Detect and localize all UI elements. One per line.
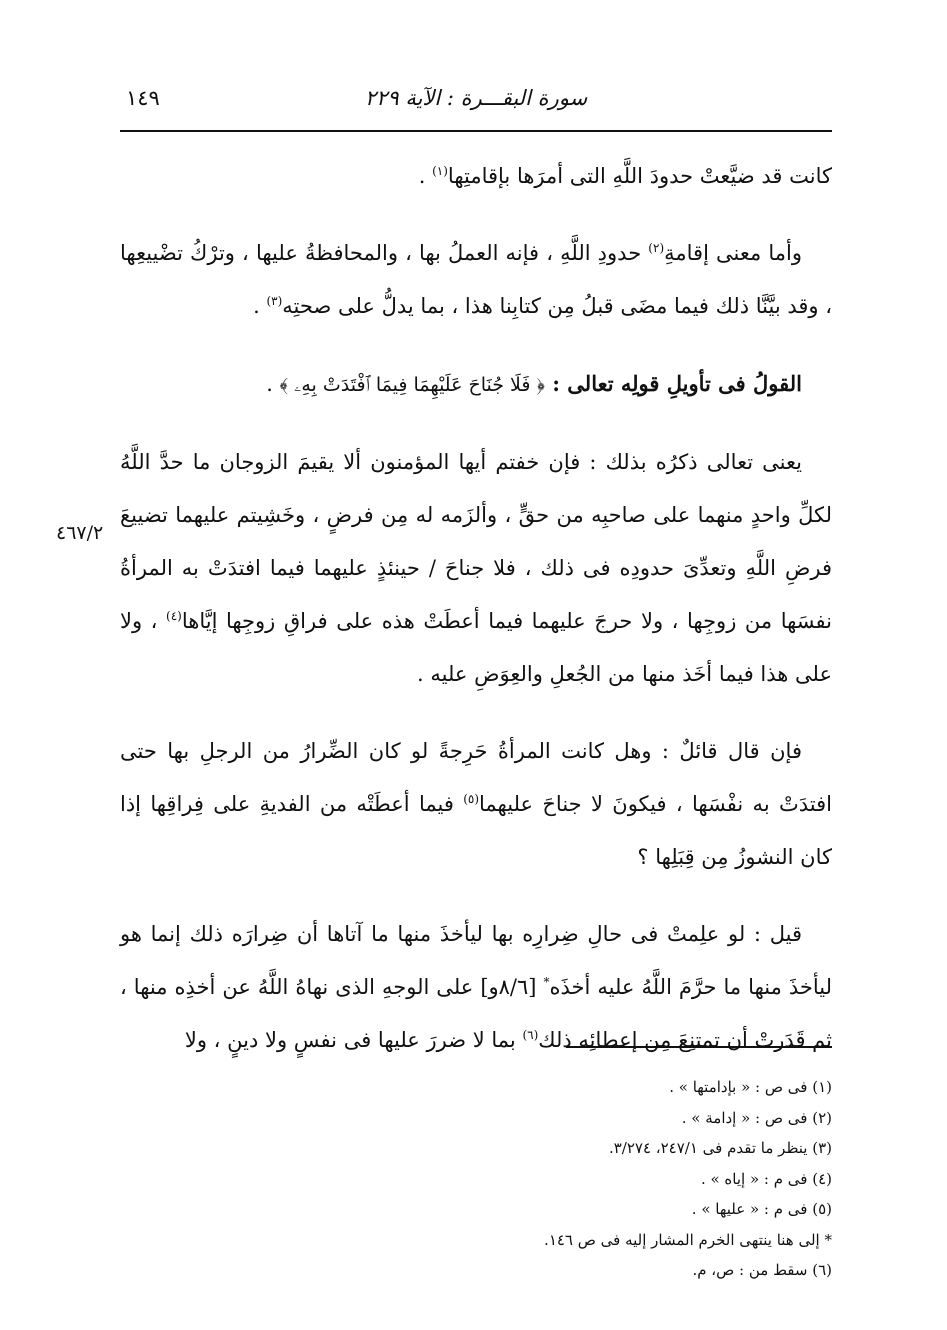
footnote-rule [566,1046,832,1048]
footnote-marker: (٤) [166,609,182,623]
page-number: ١٤٩ [126,86,160,110]
paragraph: فإن قال قائلٌ : وهل كانت المرأةُ حَرِجةً لو كان الضِّرارُ من الرجلِ بها حتى افتدَتْ به نفْسَها ، فيكونَ لا جناحَ عليهما$^{(٥)}$ فيما أعطَتْه من الفديةِ على فِراقِها إذا كان النشوزُ مِن قِبَلِها ؟ [120,739,832,869]
footnote-marker: * [543,975,550,989]
footnote-marker: (٦) [522,1028,539,1042]
quran-verse: ﴿ فَلَا جُنَاحَ عَلَيْهِمَا فِيمَا ٱفْتَدَتْ بِهِۦ ﴾ [279,374,545,396]
footnote-marker: (٢) [648,241,665,255]
footnote: * إلى هنا ينتهى الخرم المشار إليه فى ص ١٤٦. [544,1230,832,1249]
footnote-marker: (٥) [463,792,480,806]
footnote-marker: (١) [432,164,448,178]
margin-reference: ٤٦٧/٢ [56,522,104,544]
heading-text: القولُ فى تأويلِ قولِه تعالى : [544,371,802,396]
running-title: سورة البقـــرة : الآية ٢٢٩ [364,86,588,110]
footnote: (٢) فى ص : « إدامة » . [681,1108,832,1127]
footnote: (٣) ينظر ما تقدم فى ٢٤٧/١، ٣/٢٧٤. [608,1139,832,1157]
footnote-marker: (٣) [266,294,283,308]
header-rule [120,130,832,132]
footnote: (٤) فى م : « إياه » . [700,1169,832,1188]
paragraph: قيل : لو علِمتْ فى حالِ ضِرارِه بها ليأخذَ منها ما آتاها أن ضِرارَه ذلك إنما هو ليأخذَ منها ما حرَّمَ اللَّهُ عليه أخذَه* [٨/٦و] على الوجهِ الذى نهاهُ اللَّهُ عن أخذِه منها ، ثم قَدَرتْ أن تمتنِعَ مِن إعطائِه ذلك$^{(٦)}$ بما لا ضررَ عليها فى نفسٍ ولا دينٍ ، ولا [120,922,832,1052]
footnotes [120,1072,832,1286]
section-heading: القولُ فى تأويلِ قولِه تعالى : ﴿ فَلَا جُنَاحَ عَلَيْهِمَا فِيمَا ٱفْتَدَتْ بِهِۦ ﴾ . [266,371,802,396]
paragraph: كانت قد ضيَّعتْ حدودَ اللَّهِ التى أمرَها بإقامتِها$^{(١)}$ . [418,164,832,188]
running-header [120,82,832,126]
footnote: (٦) سقط من : ص، م. [692,1261,832,1279]
paragraph: وأما معنى إقامةِ$^{(٢)}$ حدودِ اللَّهِ ، فإنه العملُ بها ، والمحافظةُ عليها ، وترْكُ تضْييعِها ، وقد بيَّنَّا ذلك فيما مضَى قبلُ مِن كتابِنا هذا ، بما يدلُّ على صحتِه$^{(٣)}$ . [120,241,832,318]
footnote: (٥) فى م : « عليها » . [691,1200,832,1218]
main-text [120,150,832,1091]
footnote: (١) فى ص : « بإدامتها » . [669,1078,832,1096]
paragraph: يعنى تعالى ذكرُه بذلك : فإن خفتم أيها المؤمنون ألا يقيمَ الزوجان ما حدَّ اللَّهُ لكلِّ واحدٍ منهما على صاحبِه من حقٍّ ، وألزَمه له مِن فرضٍ ، وخَشِيتم عليهما تضييعَ فرضِ اللَّهِ وتعدِّىَ حدودِه فى ذلك ، فلا جناحَ / حينئذٍ عليهما فيما افتدَتْ به المرأةُ نفسَها من زوجِها ، ولا حرجَ عليهما فيما أعطَتْ هذه على فراقِ زوجِها إيَّاها$^{(٤)}$ ، ولا على هذا فيما أخَذ منها من الجُعلِ والعِوَضِ عليه . [120,450,832,686]
